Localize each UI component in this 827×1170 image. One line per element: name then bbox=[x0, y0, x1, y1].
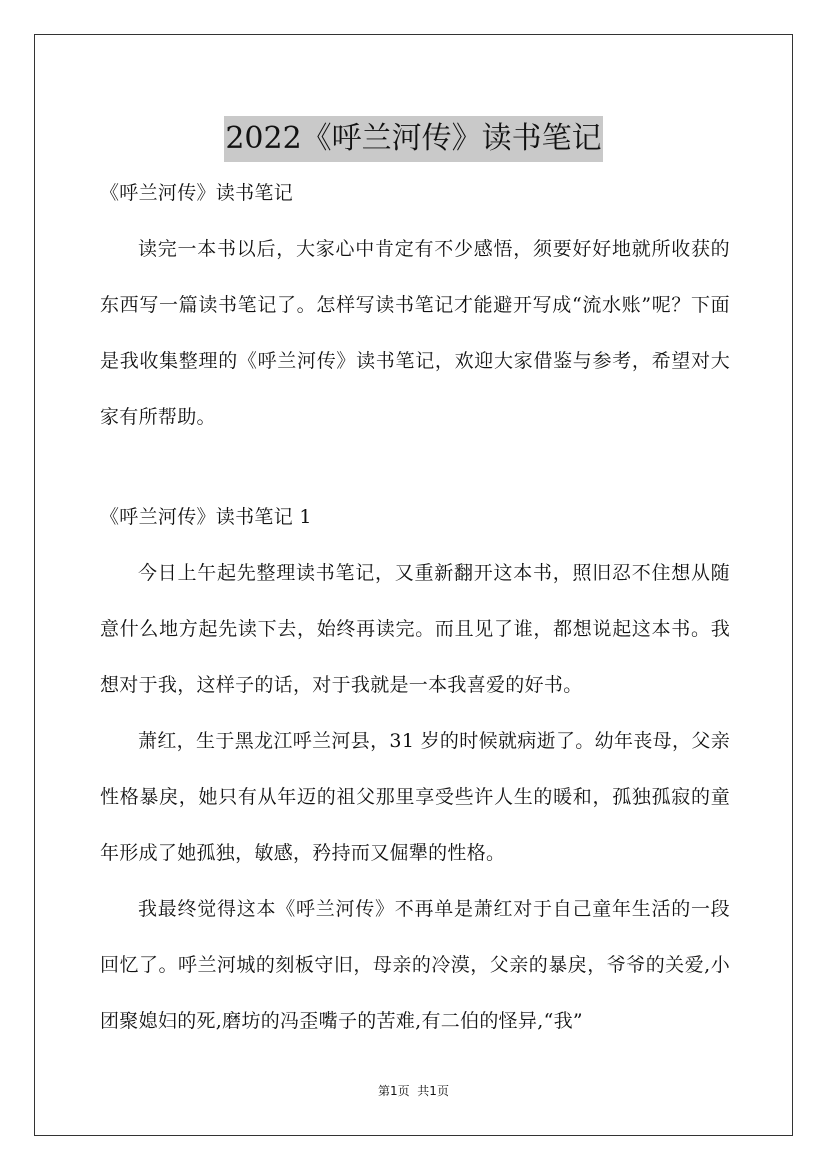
page-number-footer: 第1页 共1页 bbox=[378, 1084, 449, 1098]
intro-heading: 《呼兰河传》读书笔记 bbox=[100, 182, 294, 204]
section-1-paragraph-2: 萧红，生于黑龙江呼兰河县，31 岁的时候就病逝了。幼年丧母，父亲性格暴戾，她只有从年迈的祖父那里享受些许人生的暖和，孤独孤寂的童年形成了她孤独，敏感，矜持而又倔犟的性格。 bbox=[100, 730, 730, 864]
section-1-paragraph-1: 今日上午起先整理读书笔记，又重新翻开这本书，照旧忍不住想从随意什么地方起先读下去，始终再读完。而且见了谁，都想说起这本书。我想对于我，这样子的话，对于我就是一本我喜爱的好书。 bbox=[100, 562, 730, 696]
section-1-heading: 《呼兰河传》读书笔记 1 bbox=[100, 506, 312, 528]
document-title: 2022《呼兰河传》读书笔记 bbox=[224, 116, 602, 162]
intro-paragraph: 读完一本书以后，大家心中肯定有不少感悟，须要好好地就所收获的东西写一篇读书笔记了。怎样写读书笔记才能避开写成“流水账”呢？下面是我收集整理的《呼兰河传》读书笔记，欢迎大家借鉴与参考，希望对大家有所帮助。 bbox=[100, 238, 730, 428]
section-1-paragraph-3: 我最终觉得这本《呼兰河传》不再单是萧红对于自己童年生活的一段回忆了。呼兰河城的刻板守旧，母亲的冷漠，父亲的暴戾，爷爷的关爱,小团聚媳妇的死,磨坊的冯歪嘴子的苦难,有二伯的怪异,“我” bbox=[100, 898, 730, 1032]
document-body bbox=[100, 165, 730, 1049]
section-spacer bbox=[100, 445, 730, 489]
